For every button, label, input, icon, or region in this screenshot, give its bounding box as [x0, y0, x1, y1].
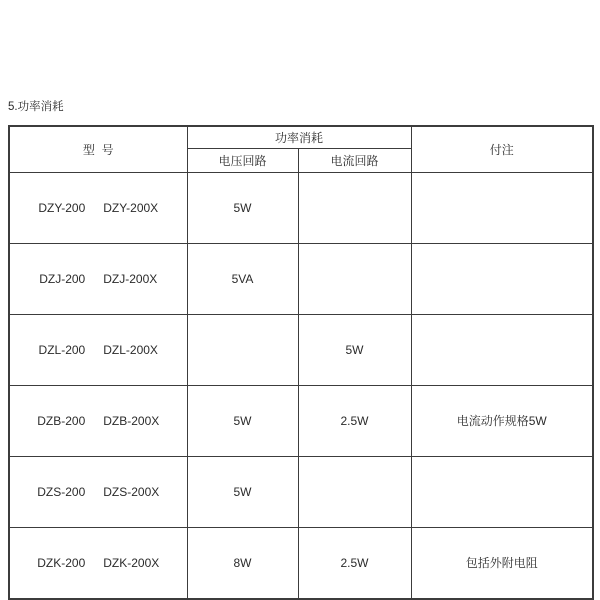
header-model: 型 号	[9, 126, 187, 172]
current-cell	[298, 456, 411, 527]
voltage-cell: 5VA	[187, 243, 298, 314]
table-row-dzl	[9, 314, 593, 385]
model-cell	[9, 456, 187, 527]
header-voltage-circuit: 电压回路	[187, 148, 298, 172]
model-variant: DZJ-200X	[103, 271, 158, 286]
voltage-cell: 5W	[187, 385, 298, 456]
header-current-circuit: 电流回路	[298, 148, 411, 172]
table-row-dzy	[9, 172, 593, 243]
model-base: DZL-200	[38, 342, 86, 357]
section-title: 5.功率消耗	[8, 101, 64, 113]
notes-cell	[411, 314, 593, 385]
model-variant: DZK-200X	[103, 555, 160, 570]
model-base: DZS-200	[37, 484, 86, 499]
current-cell: 5W	[298, 314, 411, 385]
model-base: DZB-200	[37, 413, 86, 428]
table-row-dzk	[9, 527, 593, 599]
current-cell	[298, 243, 411, 314]
model-variant: DZS-200X	[103, 484, 160, 499]
table-row-dzj	[9, 243, 593, 314]
current-cell	[298, 172, 411, 243]
header-power-group: 功率消耗	[187, 126, 411, 148]
model-cell	[9, 314, 187, 385]
model-pair	[12, 556, 185, 570]
model-cell	[9, 527, 187, 599]
model-cell	[9, 385, 187, 456]
header-notes: 付注	[411, 126, 593, 172]
header-row-1	[9, 126, 593, 148]
voltage-cell: 5W	[187, 456, 298, 527]
notes-cell	[411, 243, 593, 314]
model-variant: DZY-200X	[103, 200, 159, 215]
model-pair	[12, 343, 185, 357]
voltage-cell	[187, 314, 298, 385]
notes-cell	[411, 172, 593, 243]
model-cell	[9, 172, 187, 243]
notes-cell: 电流动作规格5W	[411, 385, 593, 456]
model-pair	[12, 272, 185, 286]
model-pair	[12, 414, 185, 428]
model-pair	[12, 201, 185, 215]
model-base: DZJ-200	[39, 271, 86, 286]
current-cell: 2.5W	[298, 385, 411, 456]
model-pair	[12, 485, 185, 499]
voltage-cell: 5W	[187, 172, 298, 243]
current-cell: 2.5W	[298, 527, 411, 599]
table-row-dzs	[9, 456, 593, 527]
notes-cell	[411, 456, 593, 527]
model-variant: DZL-200X	[103, 342, 158, 357]
model-cell	[9, 243, 187, 314]
notes-cell: 包括外附电阻	[411, 527, 593, 599]
model-base: DZK-200	[37, 555, 86, 570]
model-variant: DZB-200X	[103, 413, 160, 428]
model-base: DZY-200	[38, 200, 86, 215]
power-consumption-table	[8, 125, 594, 600]
table-row-dzb	[9, 385, 593, 456]
voltage-cell: 8W	[187, 527, 298, 599]
